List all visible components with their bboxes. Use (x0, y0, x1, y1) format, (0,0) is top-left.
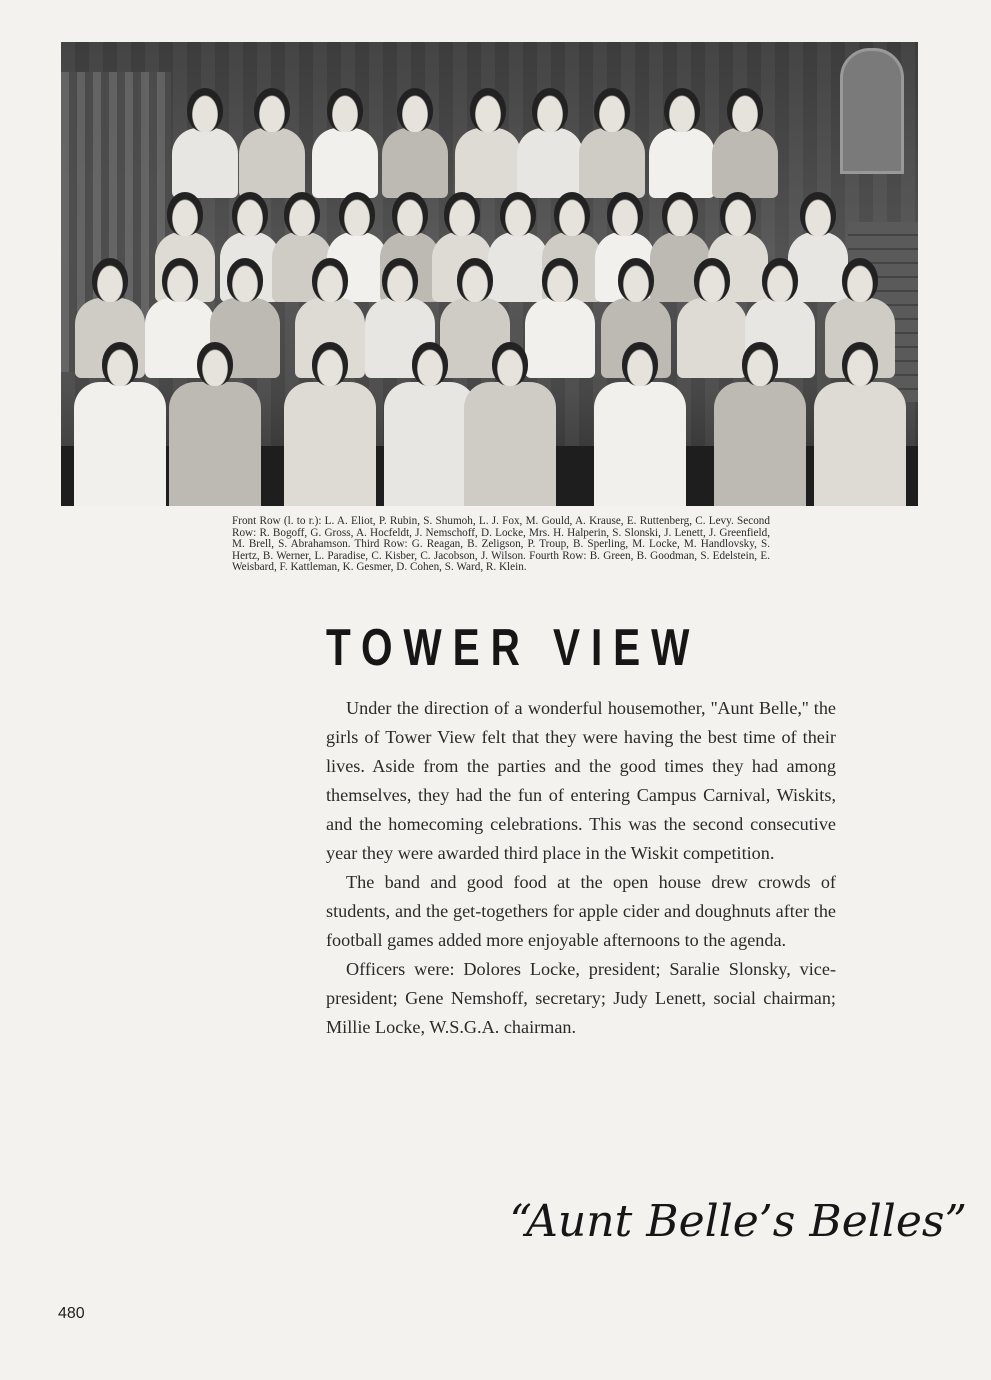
photo-person (579, 88, 645, 198)
photo-person (714, 342, 806, 506)
photo-person (814, 342, 906, 506)
photo-person (74, 342, 166, 506)
photo-person (172, 88, 238, 198)
photo-person (384, 342, 476, 506)
photo-person (649, 88, 715, 198)
tagline: “Aunt Belle’s Belles” (509, 1196, 967, 1247)
article-paragraph: Under the direction of a wonderful housemother, ''Aunt Belle,'' the girls of Tower View felt that they were having the best time of their lives. Aside from the parties and the good times they had among themselves, they had the fun of entering Campus Carnival, Wiskits, and the homecoming celebrations. This was the second consecutive year they were awarded third place in the Wiskit competition. (326, 698, 836, 863)
photo-person (464, 342, 556, 506)
photo-person (169, 342, 261, 506)
photo-caption: Front Row (l. to r.): L. A. Eliot, P. Rubin, S. Shumoh, L. J. Fox, M. Gould, A. Krause, E. Ruttenberg, C. Levy. Second Row: R. Bogoff, G. Gross, A. Hocfeldt, J. Nemschoff, D. Locke, Mrs. H. Halperin, S. Slonski, J. Lenett, J. Greenfield, M. Brell, S. Abrahamson. Third Row: G. Reagan, B. Zeligson, P. Troup, B. Sperling, M. Locke, M. Handlovsky, S. Hertz, B. Werner, L. Paradise, C. Kisber, C. Jacobson, J. Wilson. Fourth Row: B. Green, B. Goodman, S. Edelstein, E. Weisbard, F. Kattleman, K. Gesmer, D. Cohen, S. Ward, R. Klein. (232, 515, 770, 574)
page-number: 480 (58, 1305, 85, 1322)
article-body (326, 694, 836, 1042)
photo-person (239, 88, 305, 198)
photo-person (382, 88, 448, 198)
photo-person (712, 88, 778, 198)
photo-person (284, 342, 376, 506)
photo-wall-artwork (840, 48, 904, 174)
photo-person (517, 88, 583, 198)
photo-person (455, 88, 521, 198)
group-photo (61, 42, 918, 506)
article-paragraph: Officers were: Dolores Locke, president; Saralie Slonsky, vice-president; Gene Nemshoff, secretary; Judy Lenett, social chairman; Millie Locke, W.S.G.A. chairman. (326, 959, 836, 1037)
photo-person (312, 88, 378, 198)
photo-person (594, 342, 686, 506)
page-title: TOWER VIEW (326, 619, 701, 677)
article-paragraph: The band and good food at the open house drew crowds of students, and the get-togethers for apple cider and doughnuts after the football games added more enjoyable afternoons to the agenda. (326, 872, 836, 950)
